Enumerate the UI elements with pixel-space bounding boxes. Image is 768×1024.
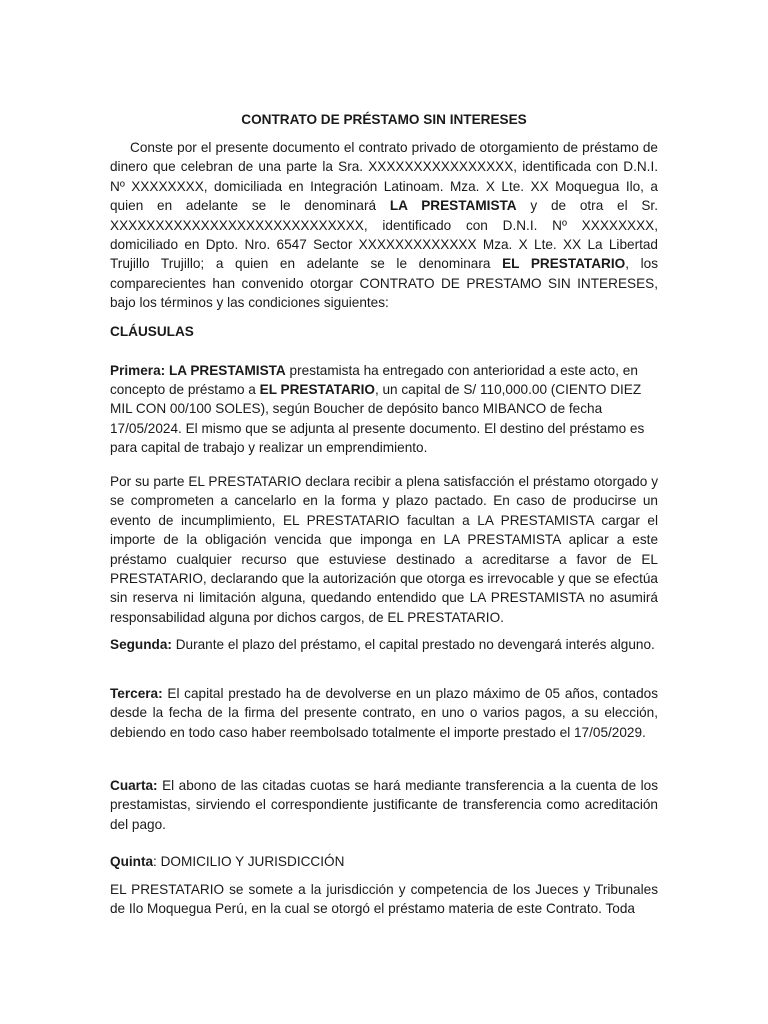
clausula-tercera — [110, 684, 658, 742]
intro-text-3: , los comparecientes han convenido otorgar CONTRATO DE PRESTAMO SIN INTERESES, bajo los términos y las condiciones siguientes: — [110, 256, 658, 311]
prestatario-paragraph: Por su parte EL PRESTATARIO declara recibir a plena satisfacción el préstamo otorgado y se comprometen a cancelarlo en la forma y plazo pactado. En caso de producirse un evento de incumplimiento, EL PRESTATARIO facultan a LA PRESTAMISTA cargar el importe de la obligación vencida que imponga en LA PRESTAMISTA aplicar a este préstamo cualquier recurso que estuviese destinado a acreditarse a favor de EL PRESTATARIO, declarando que la autorización que otorga es irrevocable y que se efectúa sin reserva ni limitación alguna, quedando entendido que LA PRESTAMISTA no asumirá responsabilidad alguna por dichos cargos, de EL PRESTATARIO. — [110, 474, 658, 625]
jurisdiccion-paragraph: EL PRESTATARIO se somete a la jurisdicción y competencia de los Jueces y Tribunales de Ilo Moquegua Perú, en la cual se otorgó el préstamo materia de este Contrato. Toda — [110, 882, 658, 917]
intro-prestamista: LA PRESTAMISTA — [389, 198, 517, 214]
clausula-cuarta — [110, 776, 658, 834]
clausulas-heading: CLÁUSULAS — [110, 324, 194, 339]
tercera-text: El capital prestado ha de devolverse en un plazo máximo de 05 años, contados desde la fecha de la firma del presente contrato, en uno o varios pagos, a su elección, debiendo en todo caso haber reembolsado totalmente el importe prestado el 17/05/2029. — [110, 686, 658, 740]
cuarta-label: Cuarta: — [110, 778, 158, 793]
segunda-text: Durante el plazo del préstamo, el capital prestado no devengará interés alguno. — [171, 637, 655, 652]
quinta-label: Quinta — [110, 854, 154, 869]
tercera-label: Tercera: — [110, 686, 163, 701]
primera-prestamista: LA PRESTAMISTA — [168, 363, 286, 378]
primera-text-1: prestamista ha entregado con anterioridad a este acto, en concepto de préstamo a — [110, 363, 638, 398]
clausula-primera — [110, 361, 658, 457]
intro-text-1: Conste por el presente documento el contrato privado de otorgamiento de préstamo de dinero que celebran de una parte la Sra. XXXXXXXXXXXXXXXX, identificada con D.N.I. Nº XXXXXXXX, domiciliada en Integración Latinoam. Mza. X Lte. XX Moquegua Ilo, a quien en adelante se le denominará — [110, 140, 658, 214]
clausula-segunda — [110, 635, 658, 654]
intro-paragraph — [110, 138, 658, 313]
intro-prestatario: EL PRESTATARIO — [502, 256, 626, 272]
segunda-label: Segunda: — [110, 637, 172, 652]
clausula-quinta — [110, 852, 658, 871]
primera-label: Primera: — [110, 363, 166, 378]
intro-text-2: y de otra el Sr. XXXXXXXXXXXXXXXXXXXXXXXXXXXX, identificado con D.N.I. Nº XXXXXXXX, domiciliado en Dpto. Nro. 6547 Sector XXXXXXXXXXXXX Mza. X Lte. XX La Libertad Trujillo Trujillo; a quien en adelante se le denominara — [110, 198, 658, 272]
document-title: CONTRATO DE PRÉSTAMO SIN INTERESES — [241, 112, 527, 127]
primera-prestatario: EL PRESTATARIO — [259, 382, 375, 398]
quinta-text: : DOMICILIO Y JURISDICCIÓN — [153, 854, 345, 869]
primera-text-2: , un capital de S/ 110,000.00 (CIENTO DIEZ MIL CON 00/100 SOLES), según Boucher de depósito banco MIBANCO de fecha 17/05/2024. El mismo que se adjunta al presente documento. El destino del préstamo es para capital de trabajo y realizar un emprendimiento. — [110, 382, 645, 455]
cuarta-text: El abono de las citadas cuotas se hará mediante transferencia a la cuenta de los prestamistas, sirviendo el correspondiente justificante de transferencia como acreditación del pago. — [110, 778, 658, 832]
